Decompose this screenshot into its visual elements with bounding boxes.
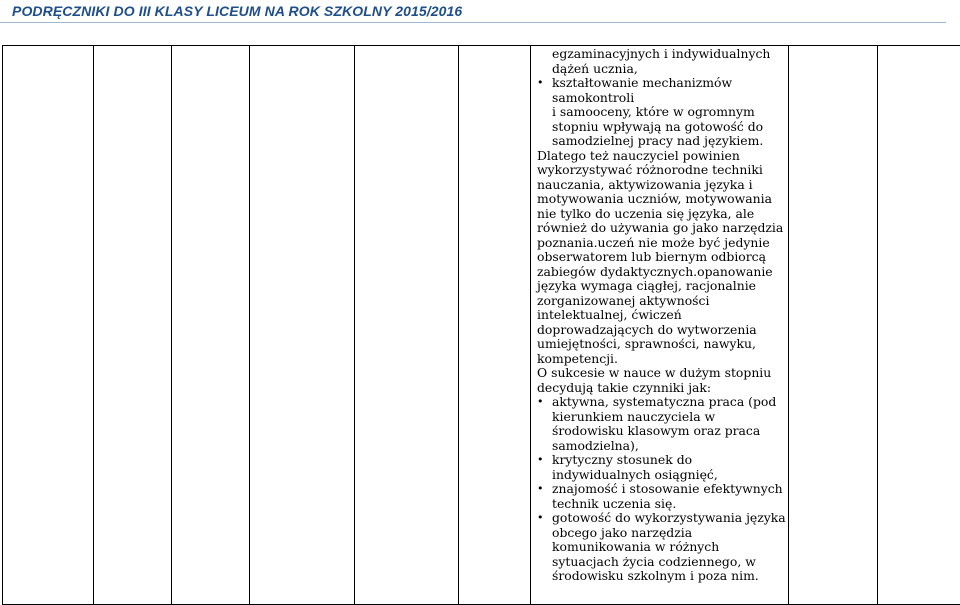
text-line: samodzielna), bbox=[537, 439, 788, 454]
header-divider bbox=[0, 22, 946, 23]
table-row bbox=[3, 46, 960, 605]
text-line: intelektualnej, ćwiczeń bbox=[537, 308, 788, 323]
text-line: również do używania go jako narzędzia bbox=[537, 221, 788, 236]
text-line: kierunkiem nauczyciela w bbox=[537, 410, 788, 425]
text-line: kompetencji. bbox=[537, 352, 788, 367]
text-line: obcego jako narzędzia bbox=[537, 526, 788, 541]
table-cell-content bbox=[531, 46, 789, 605]
text-line: technik uczenia się. bbox=[537, 497, 788, 512]
table-cell-empty bbox=[789, 46, 878, 605]
content-text-block bbox=[531, 46, 788, 584]
table-cell-empty bbox=[250, 46, 355, 605]
table-cell-empty bbox=[355, 46, 459, 605]
bullet-list-item: • kształtowanie mechanizmów bbox=[537, 76, 788, 91]
table-cell-empty bbox=[172, 46, 250, 605]
page-header-title: PODRĘCZNIKI DO III KLASY LICEUM NA ROK SZKOLNY 2015/2016 bbox=[12, 3, 462, 19]
text-line: komunikowania w różnych bbox=[537, 540, 788, 555]
bullet-list-item: • gotowość do wykorzystywania języka bbox=[537, 511, 788, 526]
text-line: doprowadzających do wytworzenia bbox=[537, 323, 788, 338]
curriculum-table bbox=[2, 45, 960, 605]
text-line: obserwatorem lub biernym odbiorcą bbox=[537, 250, 788, 265]
bullet-list-item: • aktywna, systematyczna praca (pod bbox=[537, 395, 788, 410]
text-line: zabiegów dydaktycznych.opanowanie bbox=[537, 265, 788, 280]
text-line: nie tylko do uczenia się języka, ale bbox=[537, 207, 788, 222]
table-cell-empty bbox=[94, 46, 172, 605]
text-line: egzaminacyjnych i indywidualnych bbox=[537, 47, 788, 62]
table-cell-empty bbox=[459, 46, 531, 605]
bullet-list-item: • znajomość i stosowanie efektywnych bbox=[537, 482, 788, 497]
text-line: środowisku szkolnym i poza nim. bbox=[537, 569, 788, 584]
text-line: zorganizowanej aktywności bbox=[537, 294, 788, 309]
text-line: indywidualnych osiągnięć, bbox=[537, 468, 788, 483]
text-line: umiejętności, sprawności, nawyku, bbox=[537, 337, 788, 352]
text-line: nauczania, aktywizowania języka i bbox=[537, 178, 788, 193]
text-line: decydują takie czynniki jak: bbox=[537, 381, 788, 396]
text-line: samokontroli bbox=[537, 91, 788, 106]
text-line: dążeń ucznia, bbox=[537, 62, 788, 77]
text-line: języka wymaga ciągłej, racjonalnie bbox=[537, 279, 788, 294]
text-line: stopniu wpływają na gotowość do bbox=[537, 120, 788, 135]
text-line: wykorzystywać różnorodne techniki bbox=[537, 163, 788, 178]
text-line: sytuacjach życia codziennego, w bbox=[537, 555, 788, 570]
table-cell-empty bbox=[3, 46, 94, 605]
text-line: środowisku klasowym oraz praca bbox=[537, 424, 788, 439]
table-cell-empty bbox=[878, 46, 960, 605]
text-line: motywowania uczniów, motywowania bbox=[537, 192, 788, 207]
text-line: i samooceny, które w ogromnym bbox=[537, 105, 788, 120]
text-line: poznania.uczeń nie może być jedynie bbox=[537, 236, 788, 251]
text-line: samodzielnej pracy nad językiem. bbox=[537, 134, 788, 149]
text-line: Dlatego też nauczyciel powinien bbox=[537, 149, 788, 164]
text-line: O sukcesie w nauce w dużym stopniu bbox=[537, 366, 788, 381]
bullet-list-item: • krytyczny stosunek do bbox=[537, 453, 788, 468]
